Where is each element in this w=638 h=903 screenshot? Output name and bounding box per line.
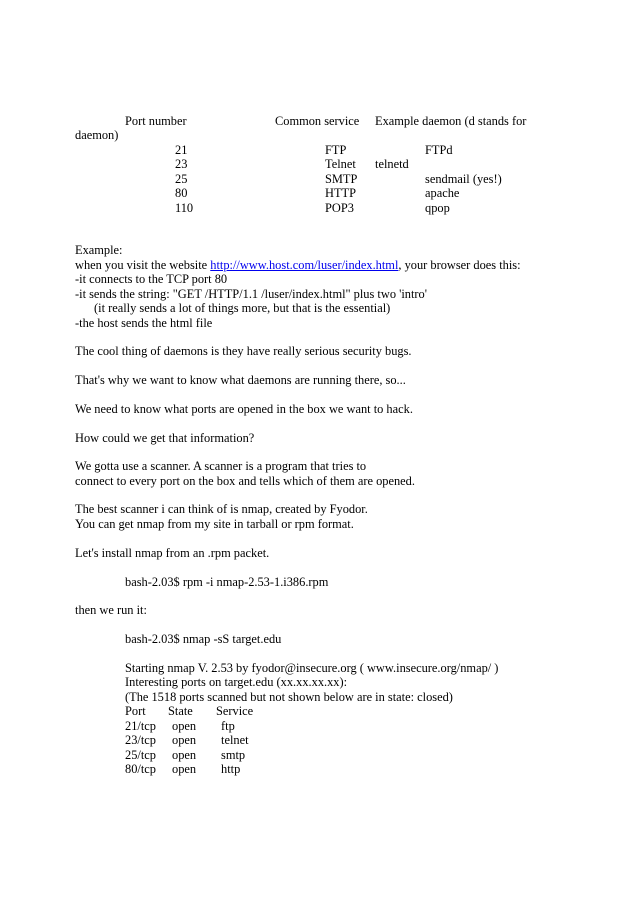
paragraph-ports-opened: We need to know what ports are opened in the box we want to hack. — [75, 402, 413, 416]
example-line-4: (it really sends a lot of things more, but that is the essential) — [94, 301, 391, 315]
paragraph-run-it: then we run it: — [75, 603, 147, 617]
nmap-cell-port: 23/tcp — [125, 733, 156, 747]
example-url-link[interactable]: http://www.host.com/luser/index.html — [210, 258, 399, 272]
nmap-output-line-2: Interesting ports on target.edu (xx.xx.xx.xx): — [125, 675, 348, 689]
nmap-cell-port: 80/tcp — [125, 762, 156, 776]
example-line-1 — [75, 258, 521, 272]
paragraph-scanner-line-1: We gotta use a scanner. A scanner is a program that tries to — [75, 459, 367, 473]
table-header-port: Port number — [125, 114, 187, 128]
example-line-1-pre: when you visit the website — [75, 258, 211, 272]
table-cell-service: Telnet — [325, 157, 356, 171]
table-cell-port: 21 — [175, 143, 188, 157]
table-cell-service: HTTP — [325, 186, 356, 200]
nmap-cell-service: http — [221, 762, 241, 776]
table-cell-port: 23 — [175, 157, 188, 171]
example-heading: Example: — [75, 243, 123, 257]
table-cell-service: POP3 — [325, 201, 354, 215]
paragraph-install: Let's install nmap from an .rpm packet. — [75, 546, 270, 560]
paragraph-nmap-line-2: You can get nmap from my site in tarball or rpm format. — [75, 517, 354, 531]
paragraph-scanner-line-2: connect to every port on the box and tells which of them are opened. — [75, 474, 415, 488]
example-line-5: -the host sends the html file — [75, 316, 213, 330]
paragraph-nmap-line-1: The best scanner i can think of is nmap, created by Fyodor. — [75, 502, 368, 516]
paragraph-daemons-bugs: The cool thing of daemons is they have really serious security bugs. — [75, 344, 412, 358]
nmap-cell-port: 25/tcp — [125, 748, 156, 762]
nmap-cell-state: open — [172, 719, 197, 733]
table-cell-port: 110 — [175, 201, 194, 215]
command-nmap-scan: bash-2.03$ nmap -sS target.edu — [125, 632, 282, 646]
nmap-header-port: Port — [125, 704, 146, 718]
table-cell-service: FTP — [325, 143, 347, 157]
nmap-cell-state: open — [172, 748, 197, 762]
table-header-daemon-continued: daemon) — [75, 128, 119, 142]
table-cell-daemon: qpop — [425, 201, 450, 215]
nmap-output-line-3: (The 1518 ports scanned but not shown below are in state: closed) — [125, 690, 453, 704]
nmap-cell-state: open — [172, 733, 197, 747]
nmap-cell-port: 21/tcp — [125, 719, 156, 733]
nmap-cell-service: ftp — [221, 719, 235, 733]
paragraph-question: How could we get that information? — [75, 431, 255, 445]
table-header-service: Common service — [275, 114, 360, 128]
command-rpm-install: bash-2.03$ rpm -i nmap-2.53-1.i386.rpm — [125, 575, 329, 589]
nmap-cell-state: open — [172, 762, 197, 776]
nmap-header-service: Service — [216, 704, 254, 718]
table-cell-daemon: FTPd — [425, 143, 453, 157]
nmap-header-state: State — [168, 704, 193, 718]
paragraph-why-know: That's why we want to know what daemons are running there, so... — [75, 373, 406, 387]
nmap-cell-service: smtp — [221, 748, 246, 762]
nmap-cell-service: telnet — [221, 733, 249, 747]
nmap-output-line-1: Starting nmap V. 2.53 by fyodor@insecure.org ( www.insecure.org/nmap/ ) — [125, 661, 499, 675]
table-cell-daemon: telnetd — [375, 157, 409, 171]
table-cell-daemon: apache — [425, 186, 460, 200]
example-line-3: -it sends the string: "GET /HTTP/1.1 /luser/index.html" plus two 'intro' — [75, 287, 427, 301]
table-cell-daemon: sendmail (yes!) — [425, 172, 502, 186]
table-cell-service: SMTP — [325, 172, 358, 186]
example-line-1-post: , your browser does this: — [398, 258, 521, 272]
example-line-2: -it connects to the TCP port 80 — [75, 272, 228, 286]
table-cell-port: 25 — [175, 172, 188, 186]
table-cell-port: 80 — [175, 186, 188, 200]
table-header-daemon: Example daemon (d stands for — [375, 114, 527, 128]
